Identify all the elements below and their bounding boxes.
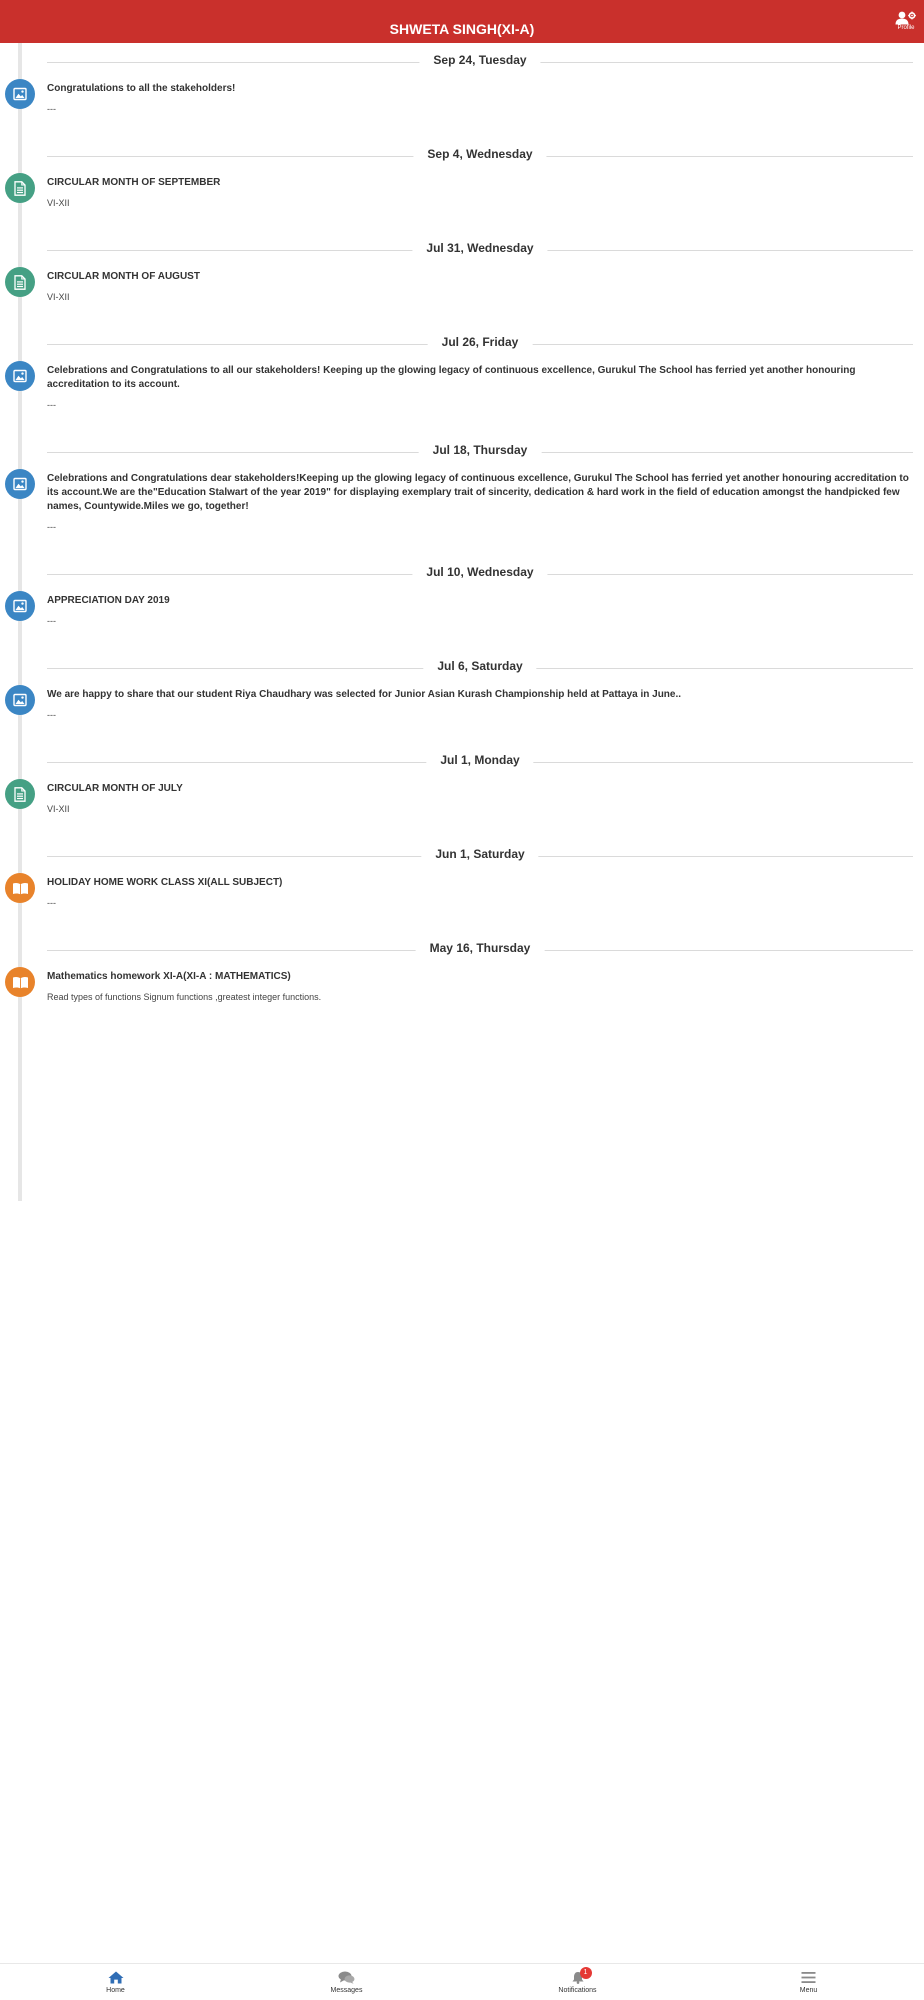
date-label: Jul 6, Saturday: [423, 659, 536, 673]
entry-subtitle: ---: [47, 898, 56, 908]
entry-subtitle: Read types of functions Signum functions ,greatest integer functions.: [47, 992, 322, 1002]
nav-home[interactable]: [0, 1964, 231, 2000]
date-divider: [47, 325, 913, 355]
entry-type-icon: [5, 469, 35, 499]
entry-subtitle: ---: [47, 616, 56, 626]
date-label: Jul 1, Monday: [426, 753, 533, 767]
hamburger-icon: [801, 1971, 816, 1984]
date-label: May 16, Thursday: [416, 941, 545, 955]
entry-title: We are happy to share that our student Riya Chaudhary was selected for Junior Asian Kurash Championship held at Pattaya in June..: [47, 689, 682, 700]
date-divider: [47, 837, 913, 867]
entry-title: CIRCULAR MONTH OF JULY: [47, 783, 183, 794]
timeline-entry[interactable]: [0, 867, 924, 931]
entry-subtitle: ---: [47, 522, 56, 532]
image-icon: [13, 477, 27, 491]
timeline-group: [0, 931, 924, 1025]
date-divider: [47, 555, 913, 585]
image-icon: [13, 369, 27, 383]
timeline: [0, 43, 924, 1025]
book-icon: [12, 976, 29, 989]
timeline-entry[interactable]: [0, 355, 924, 433]
entry-title: Celebrations and Congratulations dear stakeholders!Keeping up the glowing legacy of continuous excellence, Gurukul The School has ferried yet another honouring accreditation to its account.We are the"Education Stalwart of the year 2019" for displaying exemplary trait of sincerity, dedication & hard work in the field of education amongst the handpicked few names, Countywide.Miles we go, together!: [47, 473, 909, 512]
timeline-entry[interactable]: [0, 585, 924, 649]
entry-type-icon: [5, 967, 35, 997]
timeline-group: [0, 649, 924, 743]
app-header: [0, 0, 924, 43]
timeline-group: [0, 743, 924, 837]
entry-title: HOLIDAY HOME WORK CLASS XI(ALL SUBJECT): [47, 877, 283, 888]
notification-badge: 1: [580, 1967, 592, 1979]
timeline-group: [0, 433, 924, 555]
entry-subtitle: VI-XII: [47, 292, 70, 302]
nav-messages-label: Messages: [330, 1987, 363, 1994]
date-divider: [47, 137, 913, 167]
date-divider: [47, 43, 913, 73]
entry-subtitle: VI-XII: [47, 198, 70, 208]
timeline-group: [0, 231, 924, 325]
profile-label: Profile: [897, 25, 915, 31]
nav-menu-label: Menu: [799, 1987, 818, 1994]
timeline-entry[interactable]: [0, 773, 924, 837]
date-label: Jul 26, Friday: [428, 335, 533, 349]
entry-subtitle: ---: [47, 104, 56, 114]
user-gear-icon: [895, 11, 917, 25]
date-divider: [47, 649, 913, 679]
timeline-group: [0, 555, 924, 649]
timeline-entry[interactable]: [0, 73, 924, 137]
entry-title: CIRCULAR MONTH OF AUGUST: [47, 271, 200, 282]
entry-type-icon: [5, 361, 35, 391]
date-label: Sep 24, Tuesday: [419, 53, 540, 67]
timeline-entry[interactable]: [0, 961, 924, 1025]
date-divider: [47, 231, 913, 261]
document-icon: [14, 787, 26, 802]
entry-title: CIRCULAR MONTH OF SEPTEMBER: [47, 177, 221, 188]
timeline-group: [0, 137, 924, 231]
date-label: Jun 1, Saturday: [421, 847, 538, 861]
timeline-entry[interactable]: [0, 463, 924, 555]
image-icon: [13, 599, 27, 613]
page-title: SHWETA SINGH(XI-A): [389, 21, 535, 37]
timeline-group: [0, 325, 924, 433]
date-label: Jul 31, Wednesday: [412, 241, 547, 255]
date-divider: [47, 743, 913, 773]
document-icon: [14, 275, 26, 290]
home-icon: [108, 1971, 124, 1984]
date-divider: [47, 433, 913, 463]
entry-title: Mathematics homework XI-A(XI-A : MATHEMATICS): [47, 971, 291, 982]
entry-subtitle: ---: [47, 400, 56, 410]
entry-type-icon: [5, 685, 35, 715]
bottom-nav: [0, 1963, 924, 2000]
entry-subtitle: VI-XII: [47, 804, 70, 814]
timeline-group: [0, 837, 924, 931]
nav-messages[interactable]: [231, 1964, 462, 2000]
date-label: Jul 18, Thursday: [419, 443, 542, 457]
nav-home-label: Home: [106, 1987, 125, 1994]
image-icon: [13, 693, 27, 707]
entry-type-icon: [5, 779, 35, 809]
nav-menu[interactable]: [693, 1964, 924, 2000]
entry-type-icon: [5, 873, 35, 903]
entry-type-icon: [5, 79, 35, 109]
date-label: Jul 10, Wednesday: [412, 565, 547, 579]
entry-type-icon: [5, 591, 35, 621]
nav-notifications-label: Notifications: [558, 1987, 597, 1994]
chat-bubbles-icon: [338, 1971, 355, 1984]
timeline-entry[interactable]: [0, 679, 924, 743]
profile-button[interactable]: [894, 11, 918, 39]
timeline-entry[interactable]: [0, 167, 924, 231]
nav-notifications[interactable]: [462, 1964, 693, 2000]
entry-title: APPRECIATION DAY 2019: [47, 595, 170, 606]
book-icon: [12, 882, 29, 895]
date-label: Sep 4, Wednesday: [413, 147, 546, 161]
entry-title: Celebrations and Congratulations to all our stakeholders! Keeping up the glowing legacy of continuous excellence, Gurukul The School has ferried yet another honouring accreditation to its account.: [47, 365, 856, 390]
date-divider: [47, 931, 913, 961]
document-icon: [14, 181, 26, 196]
entry-subtitle: ---: [47, 710, 56, 720]
entry-type-icon: [5, 173, 35, 203]
timeline-entry[interactable]: [0, 261, 924, 325]
entry-title: Congratulations to all the stakeholders!: [47, 83, 236, 94]
timeline-group: [0, 43, 924, 137]
entry-type-icon: [5, 267, 35, 297]
image-icon: [13, 87, 27, 101]
